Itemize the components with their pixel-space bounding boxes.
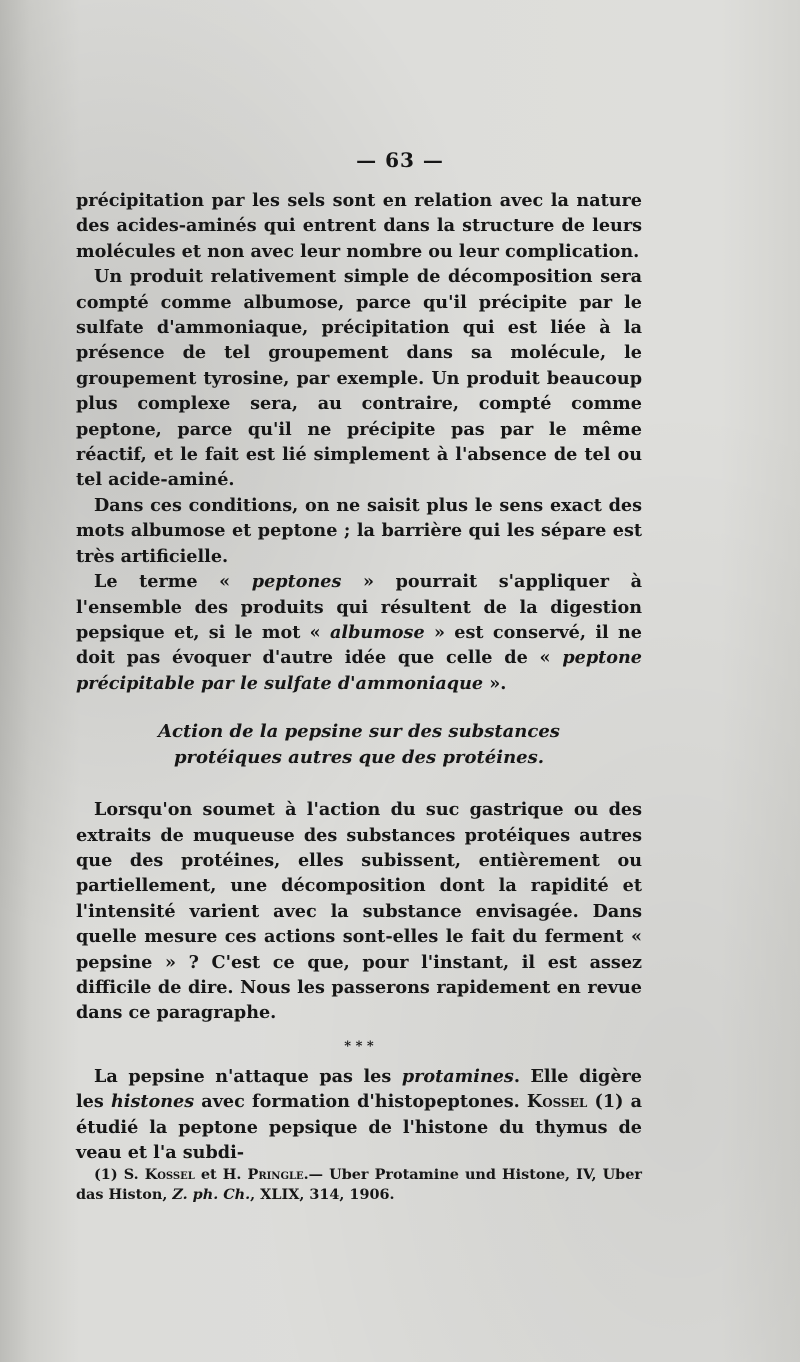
text-run: (1) S.	[94, 1166, 145, 1184]
italic-term: albumose	[330, 621, 425, 643]
author-name: Kossel	[526, 1091, 588, 1113]
author-name: Pringle	[247, 1166, 304, 1184]
text-run: Le terme «	[94, 571, 252, 593]
text-run: » est conservé, il ne doit pas évoquer d'autre idée que celle de «	[76, 621, 642, 669]
text-run: .— Uber Protamine und Histone, IV, Uber das Histon,	[76, 1166, 642, 1204]
author-name: Kossel	[144, 1166, 195, 1184]
text-run: , XLIX, 314, 1906.	[250, 1186, 395, 1204]
italic-term: protamines	[401, 1065, 514, 1087]
text-run: . Elle digère les	[76, 1065, 642, 1113]
journal-abbrev: Z. ph. Ch.	[172, 1186, 251, 1204]
text-run: ».	[483, 672, 507, 694]
paragraph-albumose-peptone: Un produit relativement simple de décomposition sera compté comme albumose, parce qu'il précipite par le sulfate d'ammoniaque, précipitation qui est liée à la présence de tel groupement dans sa molécule, le groupement tyrosine, par exemple. Un produit beaucoup plus complexe sera, au contraire, compté comme peptone, parce qu'il ne précipite pas par le même réactif, et le fait est lié simplement à l'absence de tel ou tel acide-aminé.	[76, 266, 642, 491]
paragraph-terme-peptones	[76, 569, 642, 696]
text-run: (1) a étudié la peptone pepsique de l'histone du thymus de veau et l'a subdi-	[76, 1091, 642, 1163]
footnote	[76, 1165, 642, 1205]
text-run: avec formation d'histopeptones.	[194, 1091, 527, 1113]
paragraph-protamines	[76, 1064, 642, 1166]
paragraph-lorsquon: Lorsqu'on soumet à l'action du suc gastrique ou des extraits de muqueuse des substances protéiques autres que des protéines, elles subissent, entièrement ou partiellement, une décomposition dont la rapidité et l'intensité varient avec la substance envisagée. Dans quelle mesure ces actions sont-elles le fait du ferment « pepsine » ? C'est ce que, pour l'instant, il est assez difficile de dire. Nous les passerons rapidement en revue dans ce paragraphe.	[76, 799, 642, 1024]
italic-term: histones	[110, 1091, 195, 1113]
section-heading: Action de la pepsine sur des substances protéiques autres que des protéines.	[158, 721, 560, 769]
asterism	[76, 1040, 642, 1054]
italic-term: peptones	[251, 571, 342, 593]
page-number: — 63 —	[356, 148, 444, 172]
text-run: La pepsine n'attaque pas les	[94, 1065, 402, 1087]
text-run: et H.	[194, 1166, 248, 1184]
italic-term: peptone précipitable par le sulfate d'ammoniaque	[76, 647, 642, 694]
body-text	[76, 188, 642, 1205]
paragraph-continued: précipitation par les sels sont en relation avec la nature des acides-aminés qui entrent dans la structure de leurs molécules et non avec leur nombre ou leur complication.	[76, 190, 642, 262]
asterism-glyphs: * * *	[344, 1038, 374, 1054]
paragraph-conditions: Dans ces conditions, on ne saisit plus le sens exact des mots albumose et peptone ; la barrière qui les sépare est très artificielle.	[76, 494, 642, 567]
text-run: » pourrait s'appliquer à l'ensemble des produits qui résultent de la digestion pepsique et, si le mot «	[76, 571, 642, 643]
